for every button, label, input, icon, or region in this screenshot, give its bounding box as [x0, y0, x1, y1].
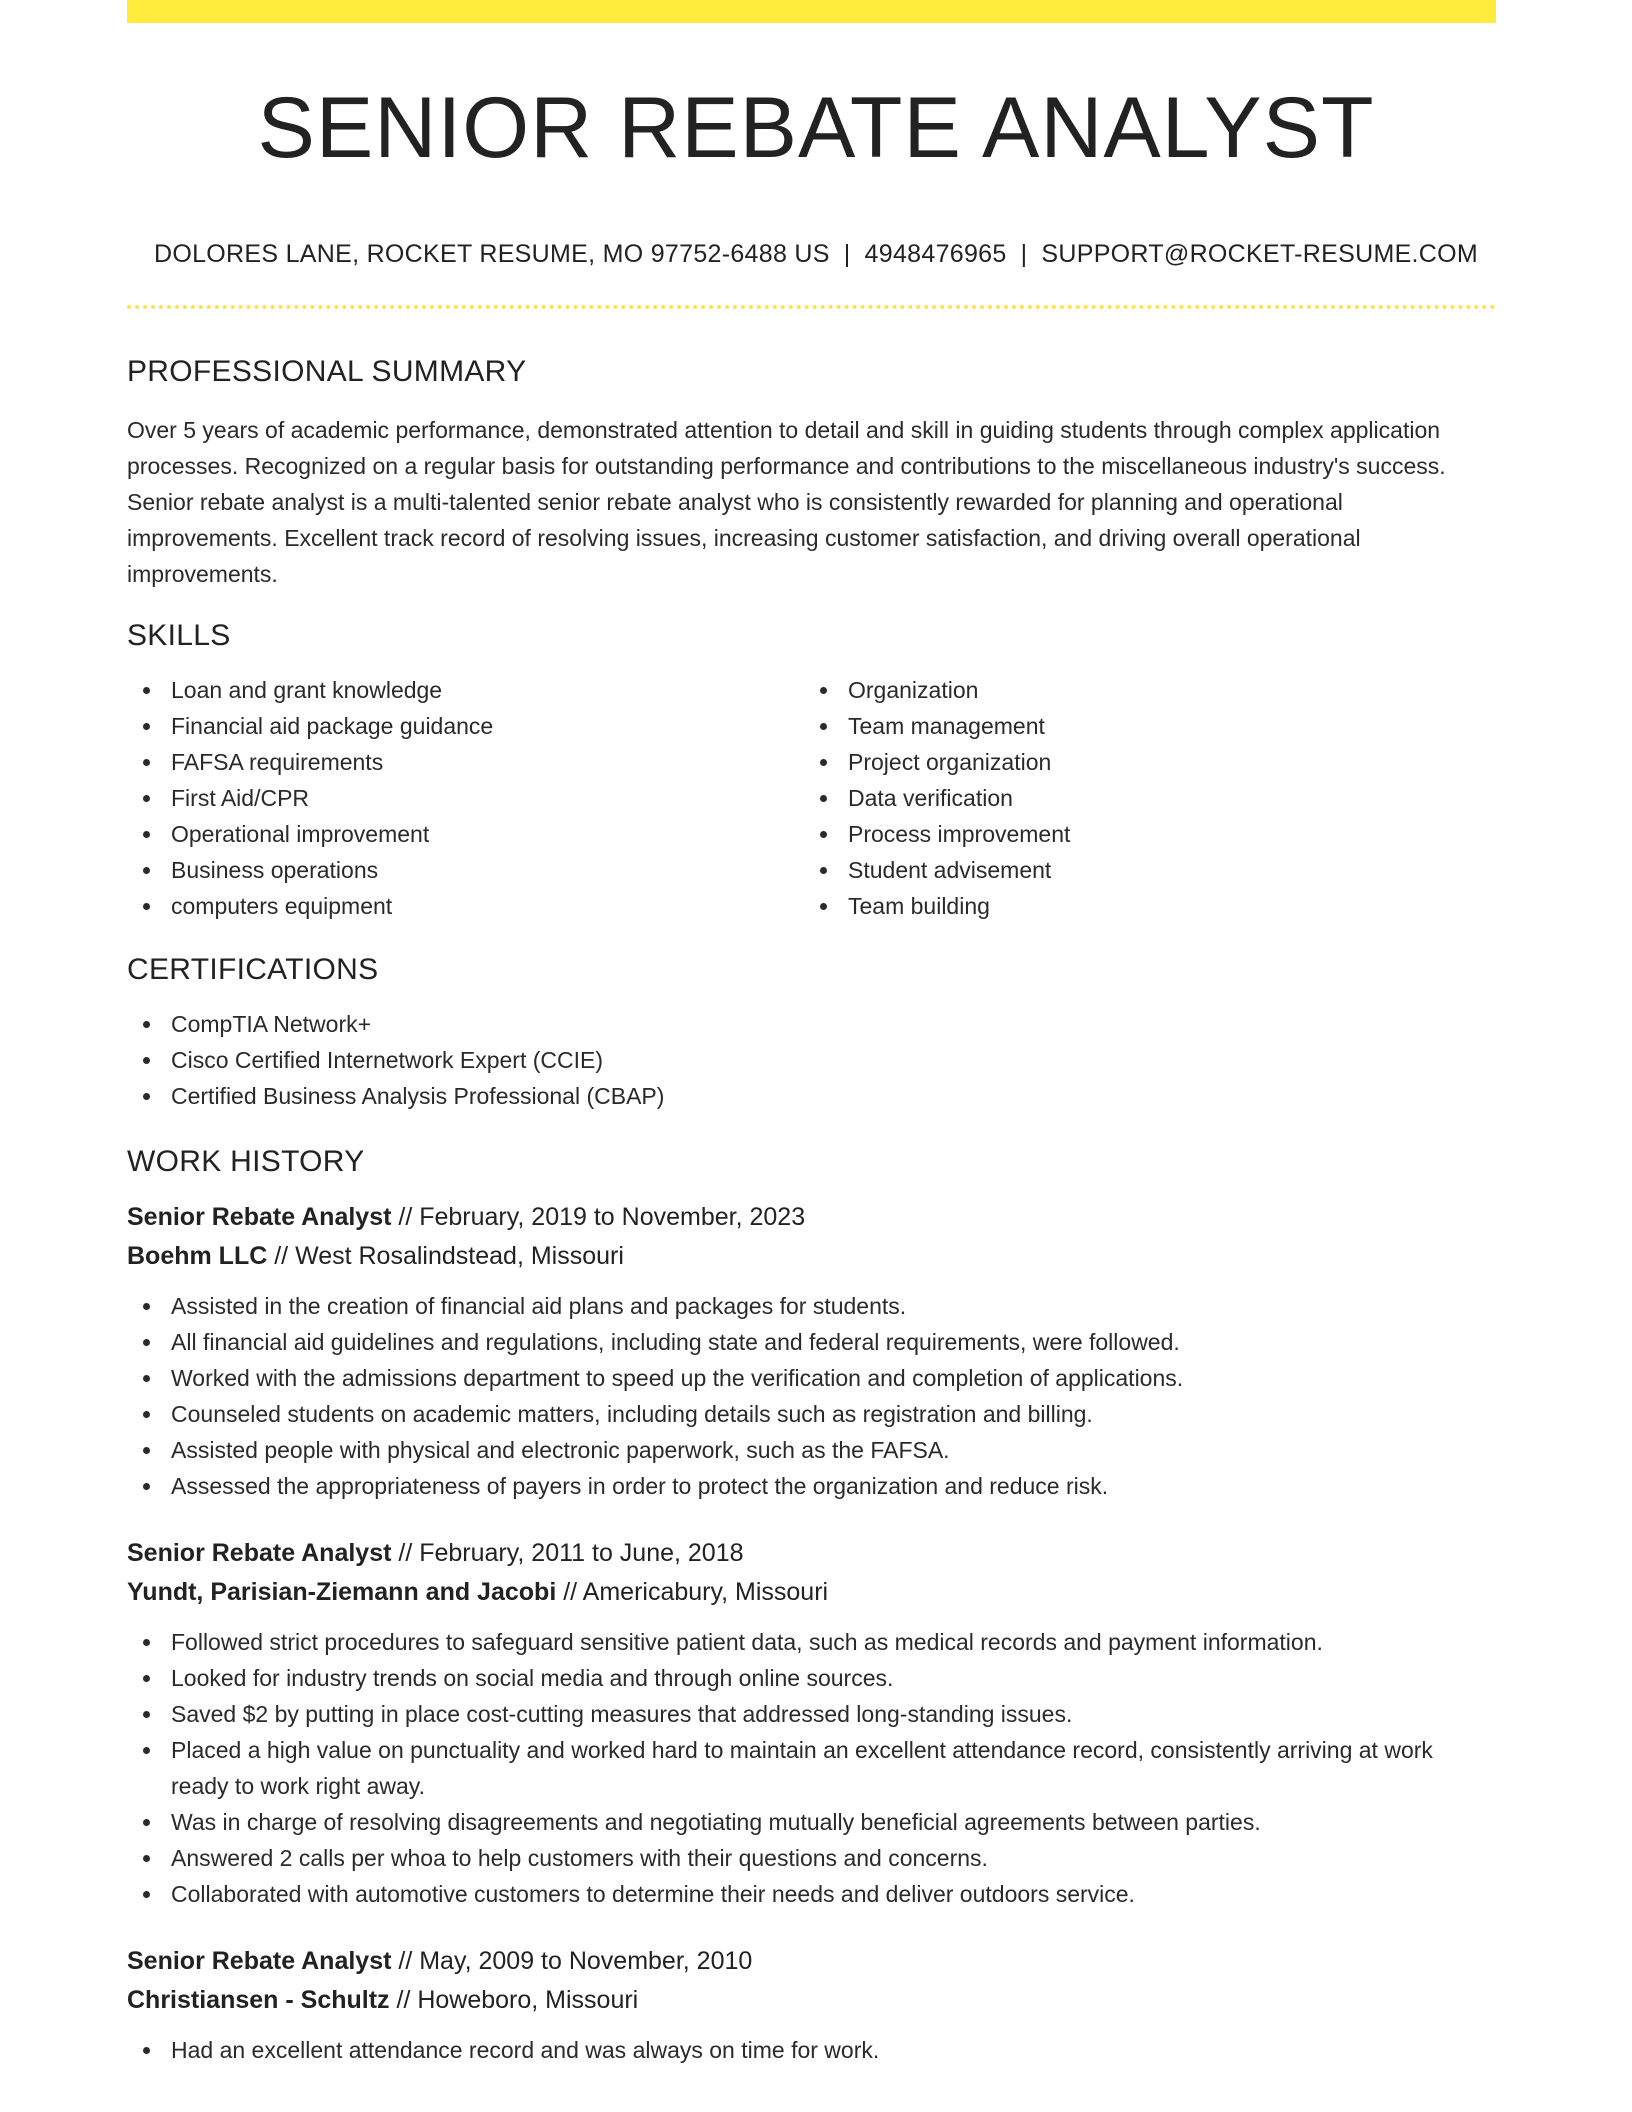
skill-item: First Aid/CPR: [171, 780, 804, 816]
contact-separator: |: [843, 240, 851, 268]
skill-item: Loan and grant knowledge: [171, 672, 804, 708]
skill-item: computers equipment: [171, 888, 804, 924]
skill-item: Data verification: [848, 780, 1481, 816]
job-dates: // May, 2009 to November, 2010: [391, 1947, 753, 1975]
job-dates: // February, 2011 to June, 2018: [391, 1539, 744, 1567]
skills-heading: SKILLS: [127, 619, 231, 652]
job-bullet: All financial aid guidelines and regulations, including state and federal requirements, were followed.: [171, 1324, 1496, 1360]
job-bullets: [127, 1624, 1496, 1912]
certifications-heading: CERTIFICATIONS: [127, 953, 379, 986]
job-location: // Americabury, Missouri: [556, 1578, 829, 1606]
resume-name: SENIOR REBATE ANALYST: [257, 80, 1375, 176]
skills-column-left: [127, 672, 804, 924]
contact-separator: |: [1020, 240, 1028, 268]
job-bullet: Looked for industry trends on social media and through online sources.: [171, 1660, 1496, 1696]
job-bullets: [127, 2032, 1496, 2068]
contact-line: [0, 236, 1632, 272]
certification-item: Certified Business Analysis Professional (CBAP): [171, 1078, 1496, 1114]
skill-item: Financial aid package guidance: [171, 708, 804, 744]
certifications-list: [127, 1006, 1496, 1114]
job-bullet: Collaborated with automotive customers to determine their needs and deliver outdoors service.: [171, 1876, 1496, 1912]
job-bullet: Assisted people with physical and electronic paperwork, such as the FAFSA.: [171, 1432, 1496, 1468]
job-bullet: Had an excellent attendance record and was always on time for work.: [171, 2032, 1496, 2068]
skill-item: Operational improvement: [171, 816, 804, 852]
job-bullet: Was in charge of resolving disagreements and negotiating mutually beneficial agreements between parties.: [171, 1804, 1496, 1840]
skill-item: Business operations: [171, 852, 804, 888]
skills-column-right: [804, 672, 1481, 924]
job-bullet: Followed strict procedures to safeguard sensitive patient data, such as medical records and payment information.: [171, 1624, 1496, 1660]
job-entry: [127, 1534, 1496, 1912]
job-company-line: [127, 1981, 1496, 2020]
skill-item: Team management: [848, 708, 1481, 744]
job-bullet: Saved $2 by putting in place cost-cutting measures that addressed long-standing issues.: [171, 1696, 1496, 1732]
job-bullet: Answered 2 calls per whoa to help customers with their questions and concerns.: [171, 1840, 1496, 1876]
job-entry: [127, 1942, 1496, 2068]
job-company: Christiansen - Schultz: [127, 1986, 390, 2014]
resume-body: [127, 350, 1496, 2068]
job-title: Senior Rebate Analyst: [127, 1203, 392, 1231]
skill-item: Team building: [848, 888, 1481, 924]
certification-item: Cisco Certified Internetwork Expert (CCIE): [171, 1042, 1496, 1078]
certification-item: CompTIA Network+: [171, 1006, 1496, 1042]
contact-phone: 4948476965: [864, 240, 1007, 268]
work-history-heading: WORK HISTORY: [127, 1145, 365, 1178]
job-title-line: [127, 1534, 1496, 1573]
job-title-line: [127, 1942, 1496, 1981]
skill-item: Process improvement: [848, 816, 1481, 852]
skill-item: Project organization: [848, 744, 1481, 780]
job-bullets: [127, 1288, 1496, 1504]
skill-item: Organization: [848, 672, 1481, 708]
job-title: Senior Rebate Analyst: [127, 1947, 392, 1975]
job-dates: // February, 2019 to November, 2023: [391, 1203, 806, 1231]
job-entry: [127, 1198, 1496, 1504]
contact-email: SUPPORT@ROCKET-RESUME.COM: [1041, 240, 1479, 268]
job-bullet: Counseled students on academic matters, including details such as registration and billing.: [171, 1396, 1496, 1432]
summary-text: Over 5 years of academic performance, demonstrated attention to detail and skill in guiding students through complex application processes. Recognized on a regular basis for outstanding performance and contributions to the miscellaneous industry's success. Senior rebate analyst is a multi-talented senior rebate analyst who is consistently rewarded for planning and operational improvements. Excellent track record of resolving issues, increasing customer satisfaction, and driving overall operational improvements.: [127, 417, 1446, 587]
job-title-line: [127, 1198, 1496, 1237]
skill-item: Student advisement: [848, 852, 1481, 888]
contact-address: DOLORES LANE, ROCKET RESUME, MO 97752-6488 US: [153, 240, 830, 268]
job-title: Senior Rebate Analyst: [127, 1539, 392, 1567]
job-bullet: Assisted in the creation of financial aid plans and packages for students.: [171, 1288, 1496, 1324]
skill-item: FAFSA requirements: [171, 744, 804, 780]
job-company: Boehm LLC: [127, 1242, 268, 1270]
job-bullet: Assessed the appropriateness of payers in order to protect the organization and reduce risk.: [171, 1468, 1496, 1504]
accent-bar: [127, 0, 1496, 23]
job-location: // Howeboro, Missouri: [389, 1986, 639, 2014]
work-history-list: [127, 1198, 1496, 2068]
job-bullet: Worked with the admissions department to speed up the verification and completion of applications.: [171, 1360, 1496, 1396]
job-bullet: Placed a high value on punctuality and worked hard to maintain an excellent attendance record, consistently arriving at work ready to work right away.: [171, 1732, 1496, 1804]
job-location: // West Rosalindstead, Missouri: [267, 1242, 624, 1270]
job-company: Yundt, Parisian-Ziemann and Jacobi: [127, 1578, 557, 1606]
header-divider: [127, 305, 1496, 309]
job-company-line: [127, 1237, 1496, 1276]
summary-heading: PROFESSIONAL SUMMARY: [127, 355, 527, 388]
job-company-line: [127, 1573, 1496, 1612]
skills-list: [127, 672, 1496, 924]
